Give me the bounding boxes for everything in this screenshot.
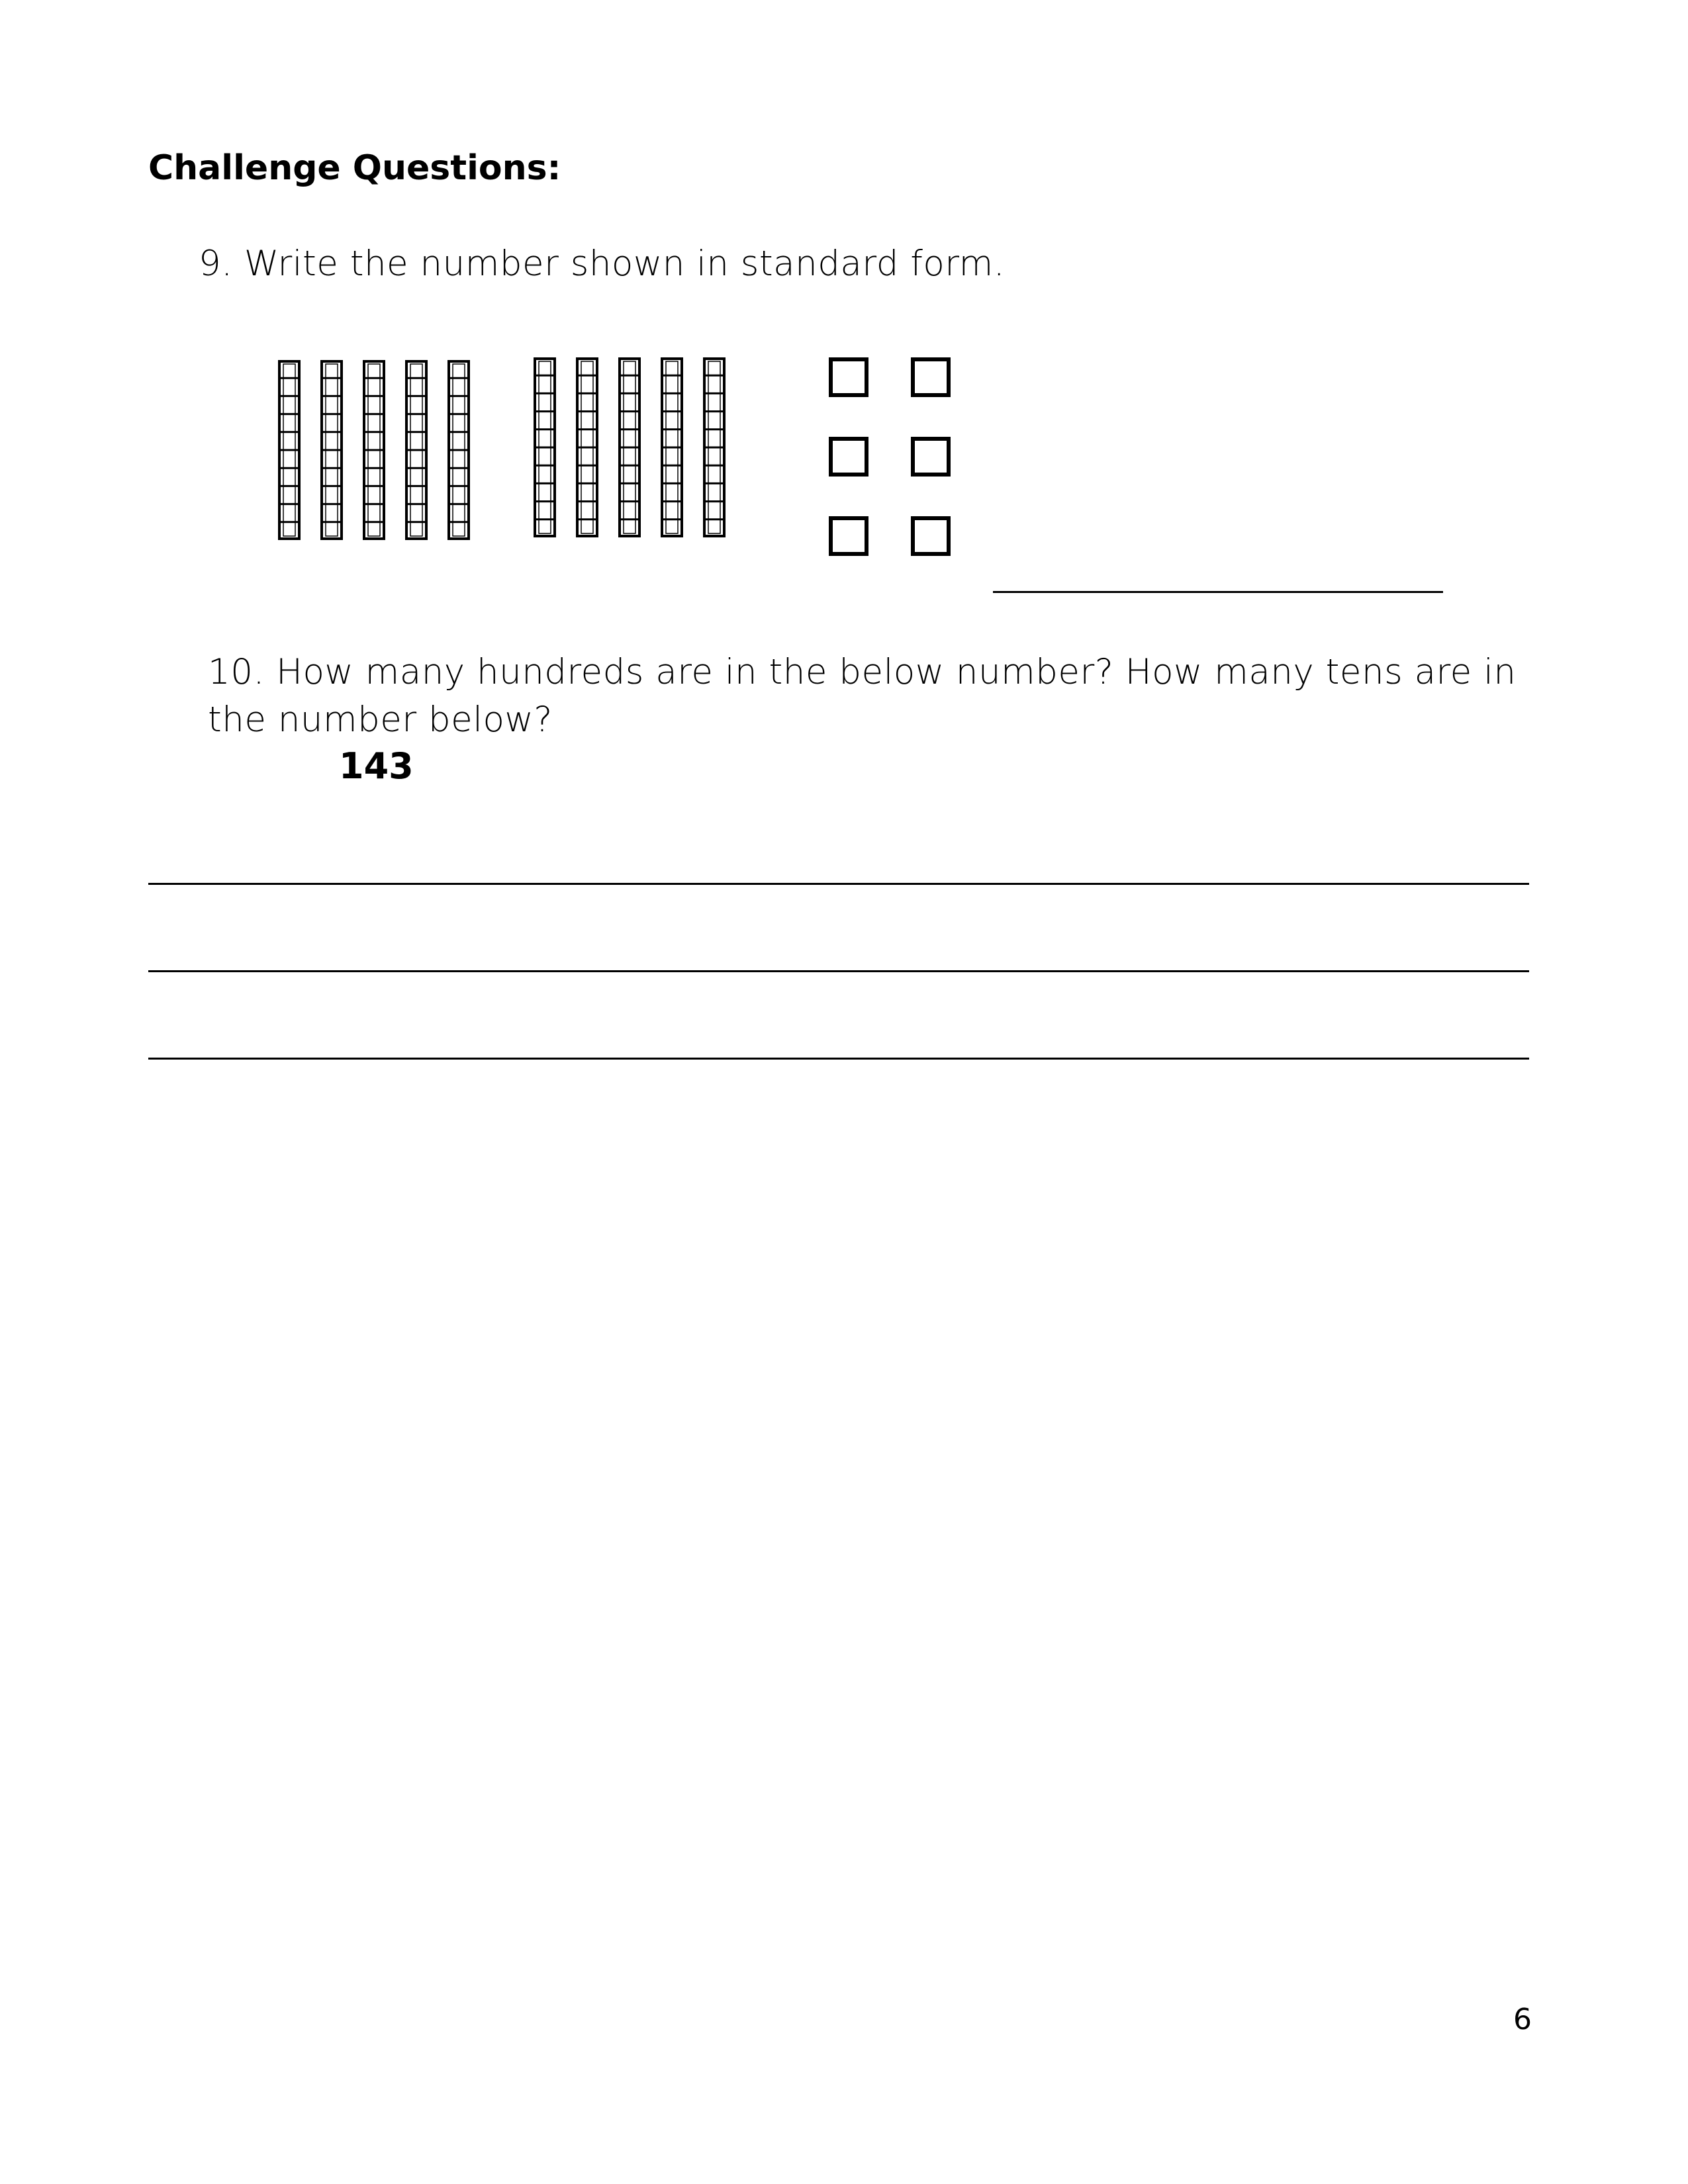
page-number: 6 <box>1513 2003 1532 2036</box>
ones-cube <box>829 516 868 556</box>
ones-cube <box>911 516 951 556</box>
tens-rod <box>405 360 428 540</box>
tens-rod <box>278 360 301 540</box>
ones-cube <box>911 357 951 397</box>
section-heading: Challenge Questions: <box>148 148 561 188</box>
question-10-prompt: 10. How many hundreds are in the below number? How many tens are in the number below? <box>208 652 1517 740</box>
tens-rod <box>661 357 683 537</box>
tens-rod <box>363 360 385 540</box>
tens-rod <box>320 360 343 540</box>
tens-rod <box>703 357 726 537</box>
ones-cube <box>829 437 868 477</box>
answer-line-3[interactable] <box>148 1058 1529 1060</box>
ones-cube <box>829 357 868 397</box>
question-10-number: 143 <box>339 745 414 787</box>
tens-rod <box>534 357 556 537</box>
answer-line-question-9[interactable] <box>993 591 1443 593</box>
question-9-prompt: 9. Write the number shown in standard form. <box>199 244 1006 284</box>
tens-rod <box>618 357 641 537</box>
answer-line-1[interactable] <box>148 883 1529 885</box>
tens-rod <box>576 357 598 537</box>
tens-rod <box>447 360 470 540</box>
answer-line-2[interactable] <box>148 970 1529 972</box>
ones-cube <box>911 437 951 477</box>
